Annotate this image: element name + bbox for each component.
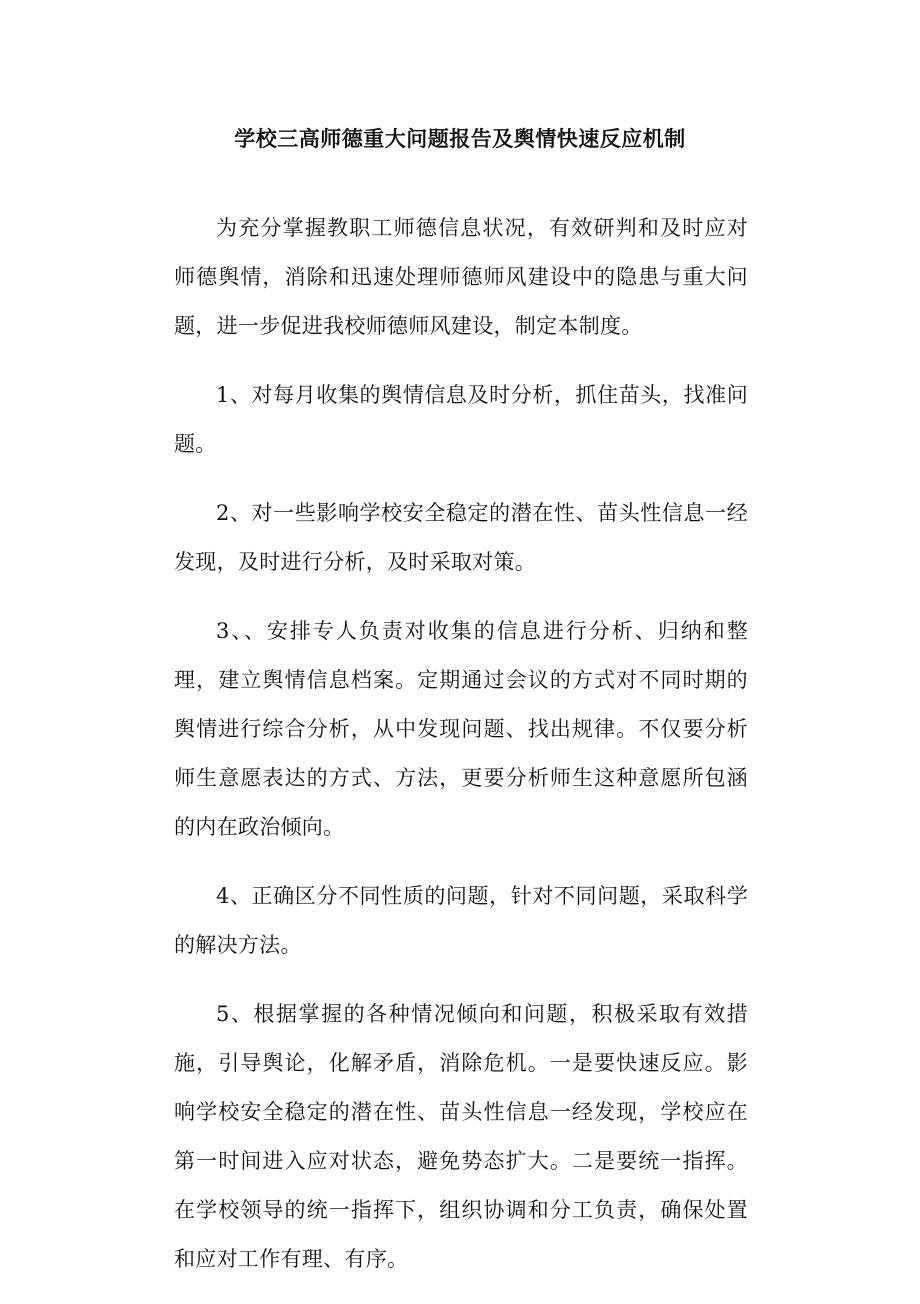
paragraph-item-2: 2、对一些影响学校安全稳定的潜在性、苗头性信息一经发现，及时进行分析，及时采取对策。 <box>174 501 748 574</box>
paragraph-item-5: 5、根据掌握的各种情况倾向和问题，积极采取有效措施，引导舆论，化解矛盾，消除危机。一是要快速反应。影响学校安全稳定的潜在性、苗头性信息一经发现，学校应在第一时间进入应对状态，避免势态扩大。二是要统一指挥。在学校领导的统一指挥下，组织协调和分工负责，确保处置和应对工作有理、有序。 <box>174 1002 748 1271</box>
paragraph-item-1: 1、对每月收集的舆情信息及时分析，抓住苗头，找准问题。 <box>174 383 748 456</box>
paragraph-intro: 为充分掌握教职工师德信息状况，有效研判和及时应对师德舆情，消除和迅速处理师德师风建设中的隐患与重大问题，进一步促进我校师德师风建设，制定本制度。 <box>174 216 748 338</box>
document-title: 学校三高师德重大问题报告及舆情快速反应机制 <box>234 126 686 151</box>
paragraph-item-4: 4、正确区分不同性质的问题，针对不同问题，采取科学的解决方法。 <box>174 884 748 957</box>
document-body <box>174 204 748 1304</box>
paragraph-item-3: 3、、安排专人负责对收集的信息进行分析、归纳和整理，建立舆情信息档案。定期通过会议的方式对不同时期的舆情进行综合分析，从中发现问题、找出规律。不仅要分析师生意愿表达的方式、方法，更要分析师生这种意愿所包涵的内在政治倾向。 <box>174 619 748 839</box>
